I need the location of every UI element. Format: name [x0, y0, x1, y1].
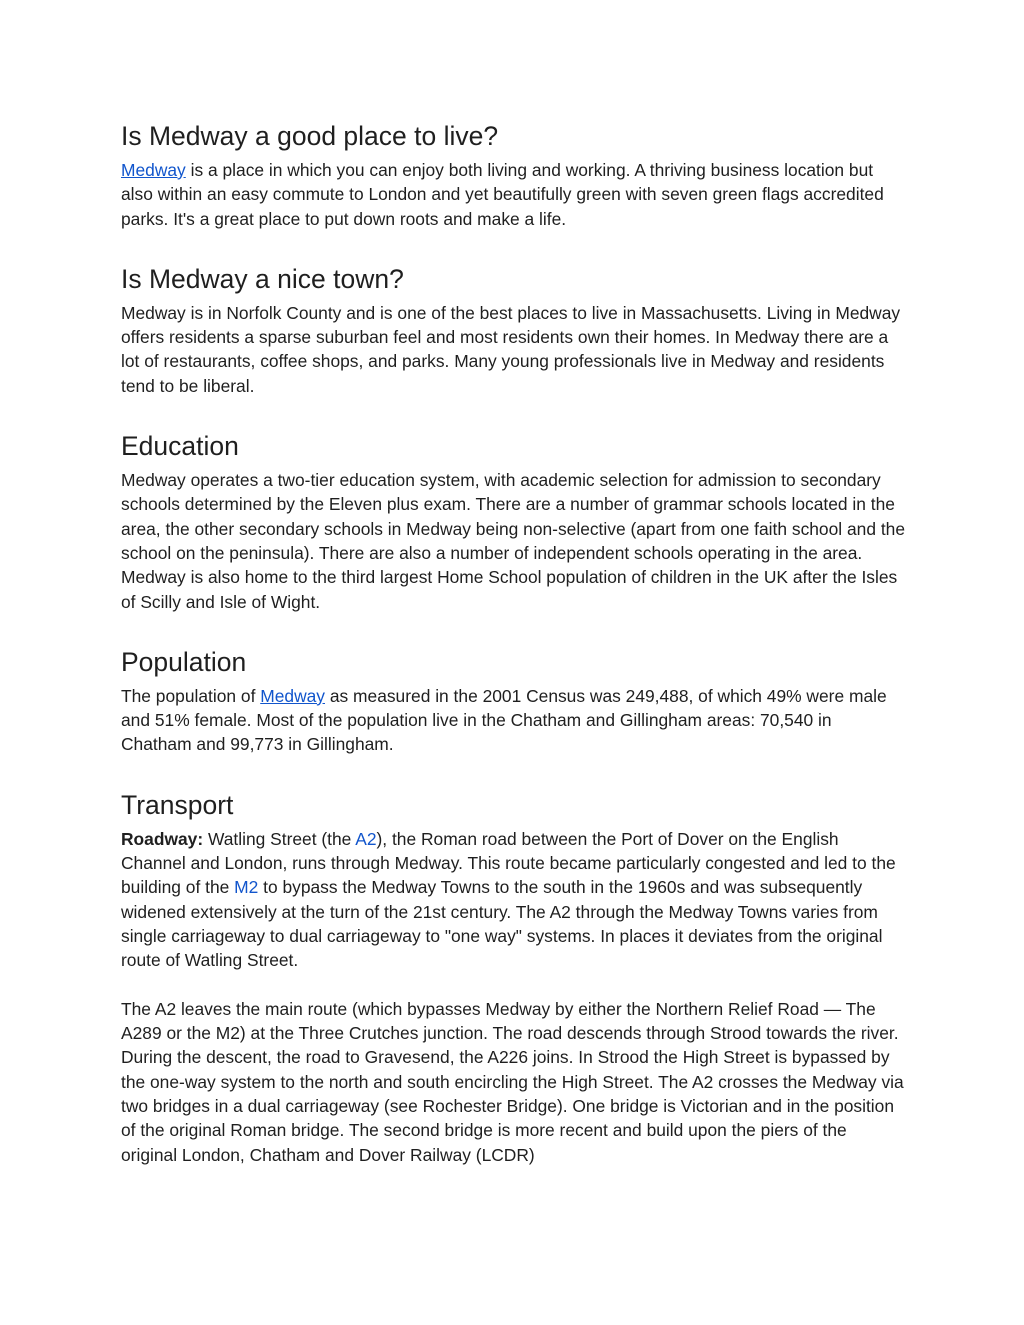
section-heading: Is Medway a nice town?: [121, 263, 404, 294]
medway-link[interactable]: Medway: [260, 685, 325, 706]
section-heading: Population: [121, 646, 247, 677]
paragraph-text: to bypass the Medway Towns to the south in the 1960s and was subsequently widened extensively at the turn of the 21st century. The A2 through the Medway Towns varies from single carriageway to dual carriageway to "one way" systems. In places it deviates from the original route of Watling Street.: [121, 877, 883, 971]
section-paragraph: [121, 158, 906, 231]
section-paragraph: [121, 684, 906, 757]
a2-route-paragraph: The A2 leaves the main route (which bypasses Medway by either the Northern Relief Road — The A289 or the M2) at the Three Crutches junction. The road descends through Strood towards the river. During the descent, the road to Gravesend, the A226 joins. In Strood the High Street is bypassed by the one-way system to the north and south encircling the High Street. The A2 crosses the Medway via two bridges in a dual carriageway (see Rochester Bridge). One bridge is Victorian and in the position of the original Roman bridge. The second bridge is more recent and build upon the piers of the original London, Chatham and Dover Railway (LCDR): [121, 998, 904, 1165]
m2-link[interactable]: M2: [234, 877, 259, 898]
section-heading: Is Medway a good place to live?: [121, 121, 499, 151]
medway-link[interactable]: Medway: [121, 160, 186, 180]
section-paragraph: Medway is in Norfolk County and is one of the best places to live in Massachusetts. Living in Medway offers residents a sparse suburban feel and most residents own their homes. In Medway there are a lot of restaurants, coffee shops, and parks. Many young professionals live in Medway and residents tend to be liberal.: [121, 302, 901, 396]
section-population: [121, 644, 906, 757]
paragraph-gap: [121, 973, 906, 997]
section-transport: [121, 787, 906, 1167]
document-page: [121, 118, 906, 1197]
paragraph-text: is a place in which you can enjoy both living and working. A thriving business location but also within an easy commute to London and yet beautifully green with seven green flags accredited parks. It's a great place to put down roots and make a life.: [121, 160, 884, 229]
paragraph-text: Watling Street (the: [203, 828, 356, 849]
paragraph-text: The population of: [121, 685, 261, 706]
roadway-paragraph: [121, 827, 906, 973]
paragraph-text: ), the Roman road between the Port of Dover on the English Channel and London, runs through Medway. This route became particularly congested and led to the building of the: [121, 828, 896, 898]
section-heading: Transport: [121, 789, 234, 820]
a2-link[interactable]: A2: [355, 828, 377, 849]
section-paragraph: Medway operates a two-tier education system, with academic selection for admission to secondary schools determined by the Eleven plus exam. There are a number of grammar schools located in the area, the other secondary schools in Medway being non-selective (apart from one faith school and the school on the peninsula). There are also a number of independent schools operating in the area. Medway is also home to the third largest Home School population of children in the UK after the Isles of Scilly and Isle of Wight.: [121, 470, 905, 612]
section-heading: Education: [121, 431, 239, 462]
section-education: [121, 428, 906, 614]
paragraph-text: as measured in the 2001 Census was 249,488, of which 49% were male and 51% female. Most of the population live in the Chatham and Gillingham areas: 70,540 in Chatham and 99,773 in Gillingham.: [121, 685, 887, 755]
roadway-label: Roadway:: [121, 828, 204, 849]
section-good-place: [121, 118, 906, 231]
section-nice-town: [121, 261, 906, 398]
